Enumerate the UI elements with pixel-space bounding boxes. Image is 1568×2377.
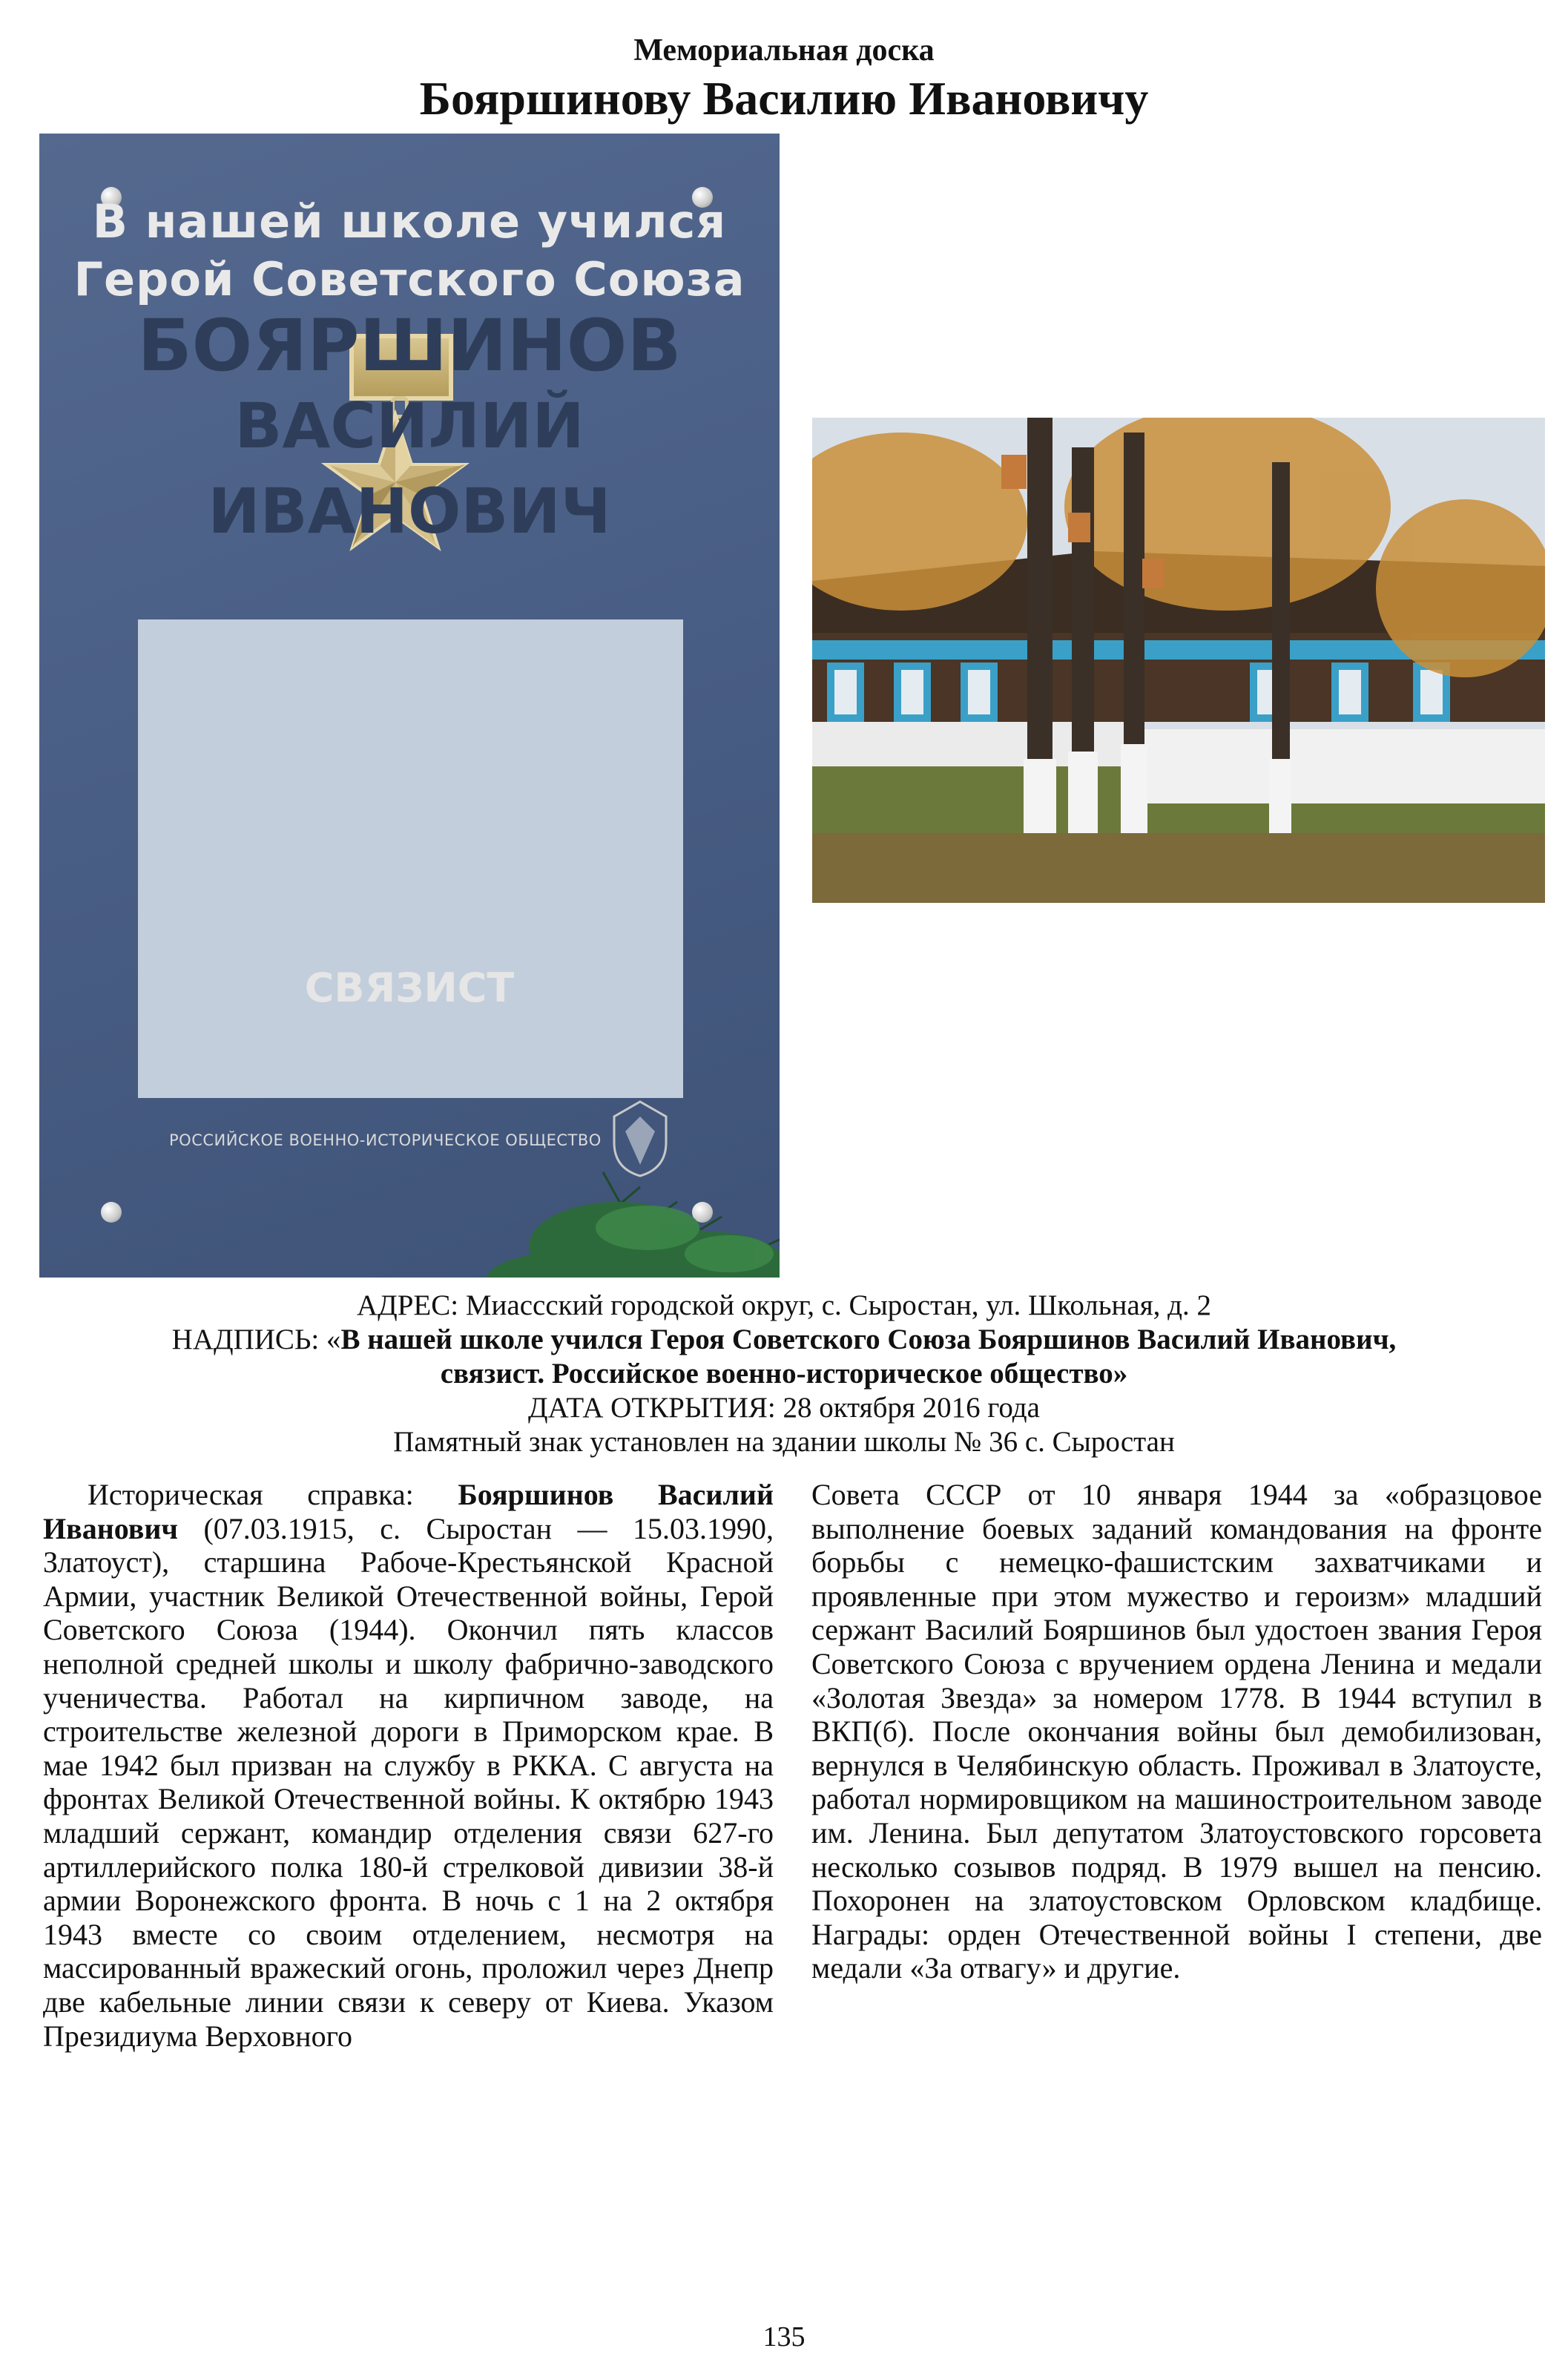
caption-inscription-text-1: В нашей школе учился Героя Советского Союза Бояршинов Василий Иванович, [340, 1324, 1397, 1355]
plaque-line-1: В нашей школе учился [92, 194, 727, 249]
page-title: Бояршинову Василию Ивановичу [419, 72, 1149, 125]
historical-note-lead: Историческая справка: [88, 1478, 458, 1511]
plaque-name: ВАСИЛИЙ [234, 389, 584, 462]
hero-name: Бояршинов Василий Иванович [43, 1478, 774, 1545]
plaque-patronymic: ИВАНОВИЧ [208, 475, 611, 548]
page-number: 135 [762, 2321, 806, 2353]
plaque-surname: БОЯРШИНОВ [137, 304, 682, 387]
caption-inscription-label: НАДПИСЬ: « [171, 1324, 341, 1355]
historical-note-text-right: Совета СССР от 10 января 1944 за «образцовое выполнение боевых заданий командования на фронте борьбы с немецко-фашистским захватчиками и проявленные при этом мужество и героизм» младший сержант Василий Бояршинов был удостоен звания Героя Советского Союза с вручением ордена Ленина и медали «Золотая Звезда» за номером 1778. В 1944 вступил в ВКП(б). После окончания войны был демобилизован, вернулся в Челябинскую область. Проживал в Златоусте, работал нормировщиком на машиностроительном заводе им. Ленина. Был депутатом Златоустовского горсовета несколько созывов подряд. В 1979 вышел на пенсию. Похоронен на златоустовском Орловском кладбище. Награды: орден Отечественной войны I степени, две медали «За отвагу» и другие. [811, 1478, 1542, 1985]
bolt [101, 1202, 122, 1223]
caption-address: АДРЕС: Миассский городской округ, с. Сыростан, ул. Школьная, д. 2 [356, 1289, 1212, 1321]
page-subtitle: Мемориальная доска [633, 33, 935, 68]
historical-note-text-left: (07.03.1915, с. Сыростан — 15.03.1990, Златоуст), старшина Рабоче-Крестьянской Красной Армии, участник Великой Отечественной войны, Герой Советского Союза (1944). Окончил пять классов неполной средней школы и школу фабрично-заводского ученичества. Работал на кирпичном заводе, на строительстве железной дороги в Приморском крае. В мае 1942 был призван на службу в РККА. С августа на фронтах Великой Отечественной войны. К октябрю 1943 младший сержант, командир отделения связи 627-го артиллерийского полка 180-й стрелковой дивизии 38-й армии Воронежского фронта. В ночь с 1 на 2 октября 1943 вместе со своим отделением, несмотря на массированный вражеский огонь, проложил через Днепр две кабельные линии связи к северу от Киева. Указом Президиума Верховного [43, 1511, 774, 2053]
school-photo [812, 418, 1545, 903]
plaque-heading [39, 193, 780, 309]
plaque-role: СВЯЗИСТ [304, 964, 515, 1011]
caption-inscription-cont [0, 1357, 1568, 1391]
nameplate [138, 619, 683, 1098]
caption-inscription-text-2: связист. Российское военно-историческое общество» [440, 1358, 1128, 1390]
text-column-left [43, 1478, 774, 2053]
plaque-photo [39, 134, 780, 1278]
plaque-line-2: Герой Советского Союза [73, 252, 745, 306]
plaque-org: РОССИЙСКОЕ ВОЕННО-ИСТОРИЧЕСКОЕ ОБЩЕСТВО [169, 1131, 602, 1149]
text-column-right [811, 1478, 1542, 1985]
caption-date: ДАТА ОТКРЫТИЯ: 28 октября 2016 года [528, 1392, 1040, 1424]
historical-note-start [43, 1478, 774, 2053]
caption-note: Памятный знак установлен на здании школы № 36 с. Сыростан [393, 1426, 1175, 1458]
wreath-branches [484, 1157, 780, 1278]
caption-inscription [0, 1323, 1568, 1357]
